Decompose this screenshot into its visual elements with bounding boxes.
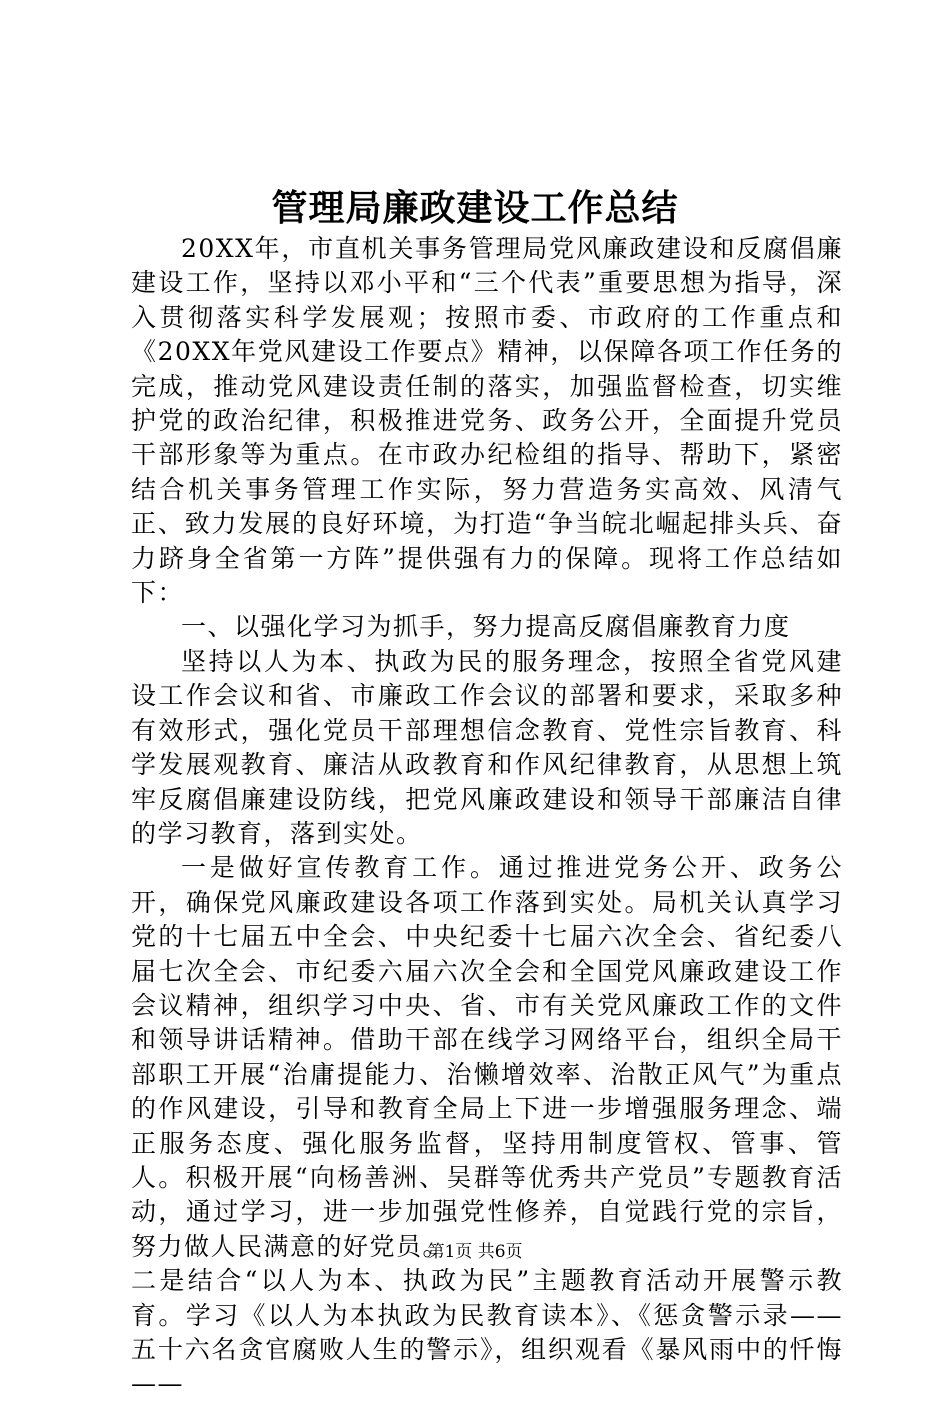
document-title: 管理局廉政建设工作总结 xyxy=(271,187,679,229)
document-body xyxy=(131,232,843,1402)
paragraph-item-1: 一是做好宣传教育工作。通过推进党务公开、政务公开，确保党风廉政建设各项工作落到实处。局机关认真学习党的十七届五中全会、中央纪委十七届六次全会、省纪委八届七次全会、市纪委六届六次全会和全国党风廉政建设工作会议精神，组织学习中央、省、市有关党风廉政工作的文件和领导讲话精神。借助干部在线学习网络平台，组织全局干部职工开展“治庸提能力、治懒增效率、治散正风气”为重点的作风建设，引导和教育全局上下进一步增强服务理念、端正服务态度、强化服务监督，坚持用制度管权、管事、管人。积极开展“向杨善洲、吴群等优秀共产党员”专题教育活动，通过学习，进一步加强党性修养，自觉践行党的宗旨，努力做人民满意的好党员。 xyxy=(131,853,843,1261)
section-heading-1: 一、以强化学习为抓手，努力提高反腐倡廉教育力度 xyxy=(181,612,791,642)
paragraph-item-2: 二是结合“以人为本、执政为民”主题教育活动开展警示教育。学习《以人为本执政为民教育读本》、《惩贪警示录——五十六名贪官腐败人生的警示》，组织观看《暴风雨中的忏悔—— xyxy=(131,1266,843,1399)
page-number-footer: 第1页 共6页 xyxy=(427,1242,523,1262)
paragraph-intro: 20XX年，市直机关事务管理局党风廉政建设和反腐倡廉建设工作，坚持以邓小平和“三个代表”重要思想为指导，深入贯彻落实科学发展观；按照市委、市政府的工作重点和《20XX年党风建设工作要点》精神，以保障各项工作任务的完成，推动党风建设责任制的落实，加强监督检查，切实维护党的政治纪律，积极推进党务、政务公开，全面提升党员干部形象等为重点。在市政办纪检组的指导、帮助下，紧密结合机关事务管理工作实际，努力营造务实高效、风清气正、致力发展的良好环境，为打造“争当皖北崛起排头兵、奋力跻身全省第一方阵”提供强有力的保障。现将工作总结如下： xyxy=(131,234,843,608)
paragraph-section-1: 坚持以人为本、执政为民的服务理念，按照全省党风建设工作会议和省、市廉政工作会议的部署和要求，采取多种有效形式，强化党员干部理想信念教育、党性宗旨教育、科学发展观教育、廉洁从政教育和作风纪律教育，从思想上筑牢反腐倡廉建设防线，把党风廉政建设和领导干部廉洁自律的学习教育，落到实处。 xyxy=(131,646,843,848)
